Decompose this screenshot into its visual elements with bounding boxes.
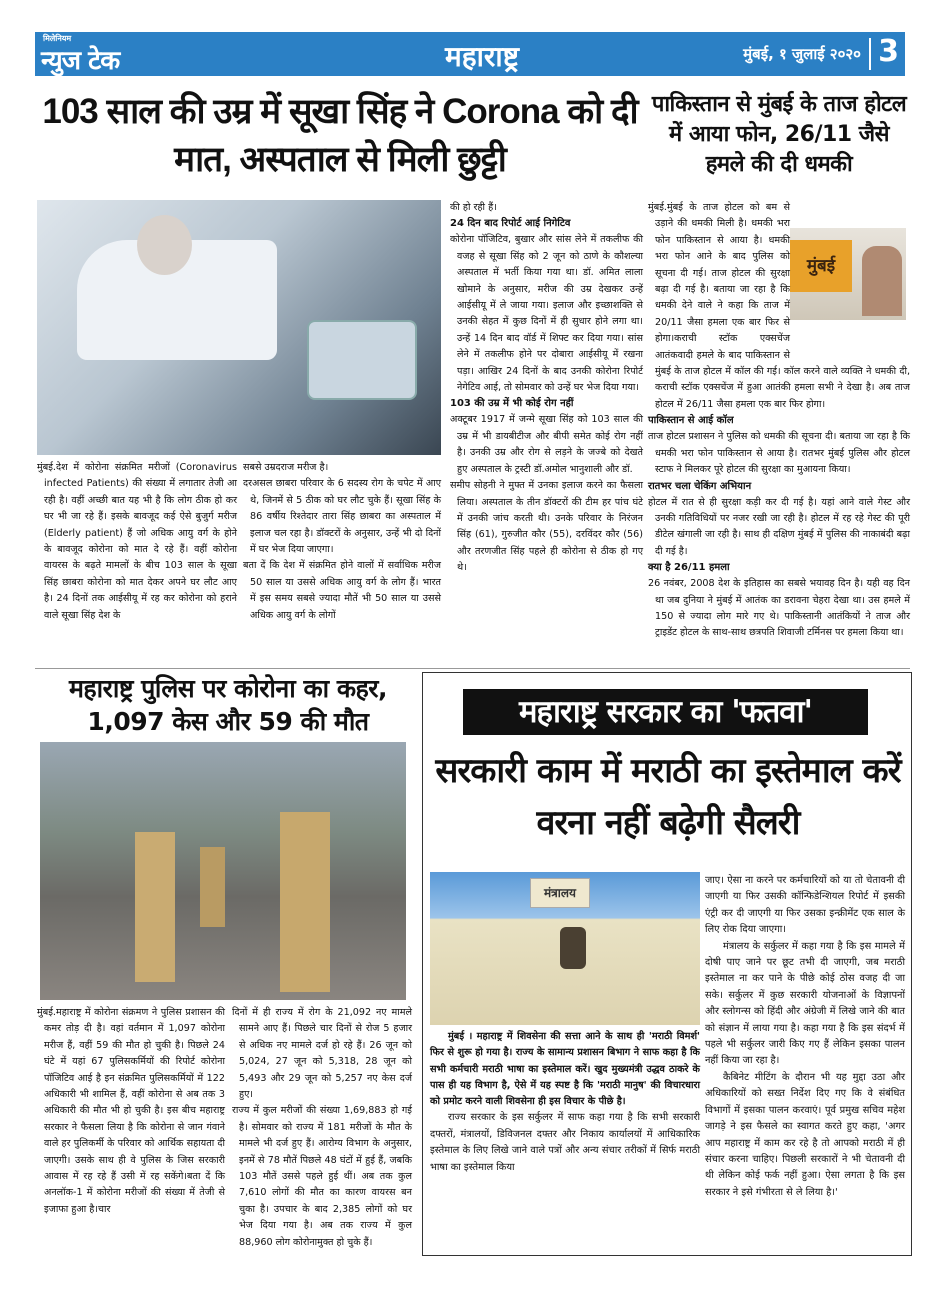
paragraph: अक्टूबर 1917 में जन्मे सूखा सिंह को 103 साल की उम्र में भी डायबीटीज और बीपी समेत कोई रोग नहीं है। उनकी उम्र और रोग से लड़ने के जज्बे को देखते हुए अस्पताल के ट्रस्टी डॉ.अमोल भानुशाली और डॉ.	[450, 414, 643, 475]
mumbai-sign: मुंबई	[790, 240, 852, 292]
story1-col2	[243, 460, 441, 624]
police-officer-shape	[280, 812, 330, 992]
subheading: 24 दिन बाद रिपोर्ट आई निगेटिव	[450, 218, 571, 230]
patient-head-shape	[137, 215, 192, 275]
police-patrol-photo	[40, 742, 406, 1000]
paragraph: दिनों में ही राज्य में रोग के 21,092 नए मामले सामने आए हैं। पिछले चार दिनों से रोज 5 हजार से अधिक नए मामले दर्ज हो रहे हैं। 26 जून को 5,024, 27 जून को 5,318, 28 जून को 5,493 और 29 जून को 5,257 नए केस दर्ज हुए।	[232, 1007, 412, 1101]
caption: मुंबई । महाराष्ट्र में शिवसेना की सत्ता आने के साथ ही 'मराठी विमर्श' फिर से शुरू हो गया है। राज्य के सामान्य प्रशासन बिभाग ने साफ कहा है कि सभी कर्मचारी मराठी भाषा का इस्तेमाल करें। खुद मुख्यमंत्री उद्धव ठाकरे के पास ही यह विभाग है, ऐसे में यह स्पष्ट है कि 'मराठी मानुष' की विचारधारा को प्रमोट करने वाली शिवसेना ही इस विचार के पीछे है।	[430, 1031, 700, 1108]
paragraph: जाए। ऐसा ना करने पर कर्मचारियों को या तो चेतावनी दी जाएगी या फिर उसकी कॉन्फिडेन्शियल रिपोर्ट में इसकी एंट्री कर दी जाएगी या फिर उसका इन्क्रीमेंट एक साल के लिए रोक दिया जाएगा।	[705, 875, 905, 936]
paragraph: मुंबई.देश में कोरोना संक्रमित मरीजों (Coronavirus infected Patients) की संख्या में लगातार तेजी आ रही है। वहीं अच्छी बात यह भी है कि लोग ठीक हो कर घर भी जा रहे हैं। इसके बावजूद कई ऐसे बुजुर्ग मरीज (Elderly patient) हैं जो अधिक आयु वर्ग के होने के बावजूद कोरोना को मात दे रहे हैं। वहीं कोरोना वायरस के बढ़ते मामलों के बीच 103 साल के सूखा सिंह छाबरा कोरोना को मात देकर अपने घर लौट आए है। 24 दिनों तक आईसीयू में रह कर कोरोना को हराने वाले सूखा सिंह देश के	[37, 462, 237, 621]
story4-headline: सरकारी काम में मराठी का इस्तेमाल करें वरना नहीं बढ़ेगी सैलरी	[435, 751, 901, 843]
paragraph: ताज होटल प्रशासन ने पुलिस को धमकी की सूचना दी। बताया जा रहा है कि धमकी भरा फोन पाकिस्तान से आया है। रातभर मुंबई पुलिस और होटल स्टाफ ने मिलकर पूरे होटल की सुरक्षा का मुआयना किया।	[648, 431, 910, 476]
page-separator	[869, 38, 871, 70]
paragraph	[648, 200, 910, 413]
newspaper-logo: न्युज टेक	[41, 46, 120, 76]
paragraph: मंत्रालय के सर्कुलर में कहा गया है कि इस मामले में दोषी पाए जाने पर छूट तभी दी जाएगी, जब मराठी इस्तेमाल ना कर पाने के पीछे कोई ठोस वजह दी जा सके। सर्कुलर में कुछ सरकारी योजनाओं के विज्ञापनों और स्लोगन्स को हिंदी और अंग्रेजी में लिखे जाने की बात को संज्ञान में लाया गया है। कहा गया है कि इस संदर्भ में पहले भी सर्कुलर जारी किए गए हैं लेकिन इसका पालन नहीं किया जा रहा है।	[705, 940, 905, 1067]
divider	[35, 668, 910, 669]
section-title: महाराष्ट्र	[445, 40, 519, 73]
story3-col1	[37, 1005, 225, 1218]
mantralaya-sign: मंत्रालय	[530, 878, 590, 908]
story3-col2	[232, 1005, 412, 1251]
story1-col1	[37, 460, 237, 624]
paragraph: 26 नवंबर, 2008 देश के इतिहास का सबसे भयावह दिन है। यही वह दिन था जब दुनिया ने मुंबई में आतंक का डरावना चेहरा देखा था। उस हमले में 150 से ज्यादा लोग मारे गए थे। पाकिस्तानी आतंकियों ने ताज और ट्राइडेंट होटल के साथ-साथ छत्रपति शिवाजी टर्मिनस पर हमला किया था।	[648, 578, 910, 639]
police-officer-shape	[135, 832, 175, 982]
story4-left-col	[430, 1029, 700, 1176]
mantralaya-photo	[430, 872, 700, 1025]
paragraph: दरअसल छाबरा परिवार के 6 सदस्य रोग के चपेट में आए थे, जिनमें से 5 ठीक को घर लौट चुके हैं। सूखा सिंह के 86 वर्षीय रिश्तेदार तारा सिंह छाबरा का अस्पताल में इलाज चल रहा है। डॉक्टरों के अनुसार, उन्हें भी दो दिनों में घर भेज दिया जाएगा।	[243, 478, 441, 556]
emblem-shape	[560, 927, 586, 969]
paragraph: समीप सोहनी ने मुफ्त में उनका इलाज करने का फैसला लिया। अस्पताल के तीन डॉक्टरों की टीम हर पांच घंटे में उनकी जांच करती थी। उनके परिवार के निरंजन सिंह (61), गुरुजीत कौर (55), दरविंदर कौर (56) और तरणजीत सिंह पहले ही कोरोना से ठीक हो गए थे।	[450, 480, 643, 574]
story1-headline: 103 साल की उम्र में सूखा सिंह ने Corona को दी मात, अस्पताल से मिली छुट्टी	[42, 92, 638, 179]
paragraph: राज्य में कुल मरीजों की संख्या 1,69,883 हो गई है। सोमवार को राज्य में 181 मरीजों के मौत के मामले भी दर्ज हुए हैं। आरोग्य विभाग के अनुसार, इनमें से 78 मौतें पिछले 48 घंटों में हुई हैं, जबकि 103 मौतें उससे पहले हुई थीं। अब तक कुल 7,610 लोगों की मौत का कारण वायरस बन चुका है। उपचार के बाद 2,385 लोगों को घर भेज दिया गया है। अब तक राज्य में कुल 88,960 लोग कोरोनामुक्त हो चुके हैं।	[232, 1105, 412, 1248]
story3-headline: महाराष्ट्र पुलिस पर कोरोना का कहर, 1,097 केस और 59 की मौत	[68, 674, 388, 736]
paragraph: कैबिनेट मीटिंग के दौरान भी यह मुद्दा उठा और अधिकारियों को सख्त निर्देश दिए गए कि वे संबंधित विभागों में इसका पालन करवाएं। पूर्व प्रमुख सचिव महेश जागड़े ने इस फैसले का स्वागत करते हुए कहा, 'अगर आप महाराष्ट्र में काम कर रहे है तो आपको मराठी में ही संचार करना चाहिए। पिछली सरकारों ने भी चेतावनी दी थी लेकिन कोई फर्क नहीं हुआ। ऐसा लगता है कि इस सरकार ने इसे गंभीरता से ले लिया है।'	[705, 1071, 905, 1198]
issue-date: मुंबई, १ जुलाई २०२०	[743, 45, 861, 63]
paragraph: राज्य सरकार के इस सर्कुलर में साफ कहा गया है कि सभी सरकारी दफ्तरों, मंत्रालयों, डिविजनल दफ्तर और निकाय कार्यालयों में आधिकारिक इस्तेमाल के लिए लिखे जाने वाले पत्रों और अन्य संचार तरीकों में सिर्फ मराठी भाषा का इस्तेमाल किया	[430, 1112, 700, 1173]
police-officer-shape	[200, 847, 225, 927]
subheading: रातभर चला चेकिंग अभियान	[648, 480, 752, 492]
subheading: क्या है 26/11 हमला	[648, 562, 730, 574]
story4-banner: महाराष्ट्र सरकार का 'फतवा'	[463, 689, 868, 735]
story1-col3	[450, 200, 643, 577]
paragraph: होटल में रात से ही सुरक्षा कड़ी कर दी गई है। यहां आने वाले गेस्ट और उनकी गतिविधियों पर नजर रखी जा रही है। होटल में रह रहे गेस्ट की पूरी डीटेल खंगाली जा रही है। साथ ही दक्षिण मुंबई में पुलिस की नाकाबंदी बढ़ा दी गई है।	[648, 496, 910, 557]
page-number: 3	[878, 34, 899, 69]
hospital-patient-photo	[37, 200, 441, 455]
story4-right-col	[705, 873, 905, 1201]
masthead-tagline: मिलेनियम	[43, 34, 72, 43]
story2-headline: पाकिस्तान से मुंबई के ताज होटल में आया फोन, 26/11 जैसे हमले की दी धमकी	[651, 92, 907, 177]
paragraph: मुंबई.महाराष्ट्र में कोरोना संक्रमण ने पुलिस प्रशासन की कमर तोड़ दी है। वहां वर्तमान में 1,097 कोरोना मरीज हैं, वहीं 59 की मौत हो चुकी है। पिछले 24 घंटे में यहां 67 पुलिसकर्मियों की रिपोर्ट कोरोना पॉजिटिव आई है इन संक्रमित पुलिसकर्मियों में 122 अधिकारी भी शामिल हैं, वहीं कोरोना से अब तक 3 अधिकारी की मौत भी हो चुकी है। इस बीच महाराष्ट्र सरकार ने फैसला लिया है कि कोरोना से जान गंवाने वाले हर पुलिकर्मी के परिवार को आर्थिक सहायता दी जाएगी। उसके साथ ही वे पुलिस के जिस सरकारी आवास में रह रहे हैं उसी में रह सकेंगे।बता दें कि अनलॉक-1 में कोरोना मरीजों की संख्या में तेजी से इजाफा हुआ है।चार	[37, 1007, 225, 1215]
paragraph: बता दें कि देश में संक्रमित होने वालों में सर्वाधिक मरीज 50 साल या उससे अधिक आयु वर्ग के लोग हैं। भारत में इस समय सबसे ज्यादा मौतें भी 50 साल या उससे अधिक आयु वर्ग के लोगों	[243, 560, 441, 621]
subheading: 103 की उम्र में भी कोई रोग नहीं	[450, 398, 574, 410]
paragraph: सबसे उम्रदराज मरीज है।	[243, 462, 329, 473]
intro-text: मुंबई.मुंबई के ताज होटल को बम से उड़ाने की धमकी मिली है। धमकी भरा फोन पाकिस्तान से आया है। धमकी भरा फोन आने के बाद पुलिस को सूचना दी गई। ताज होटल की सुरक्षा बढ़ा दी गई है। बताया जा रहा है कि धमकी देने वाले ने कहा कि ताज में 20/11 जैसा हमला एक बार फिर से होगा।कराची स्टॉक एक्सचेंज आतंकवादी हमले के बाद पाकिस्तान से मुंबई के ताज होटल में कॉल की गई। कॉल करने वाले व्यक्ति ने धमकी दी, कराची स्टॉक एक्सचेंज में हुआ आतंकी हमला सभी ने देखा है। अब ताज होटल में 26/11 जैसा हमला एक बार फिर होगा।	[648, 202, 910, 410]
image-float-space	[790, 228, 910, 350]
paragraph: कोरोना पॉजिटिव, बुखार और सांस लेने में तकलीफ की वजह से सूखा सिंह को 2 जून को ठाणे के कौशल्या अस्पताल में भर्ती किया गया था। डॉ. अमित लाला खोमाने के अनुसार, मरीज की उम्र देखकर उन्हें आईसीयू में ले जाया गया। इलाज और इच्छाशक्ति से उनकी सेहत में कुछ दिनों में ही सुधार होने लगा था। उन्हें 14 दिन बाद वॉर्ड में शिफ्ट कर दिया गया। सांस लेने में तकलीफ होने पर दोबारा आईसीयू में रखना पड़ा। आखिर 24 दिनों के बाद उनकी कोरोना रिपोर्ट नेगेटिव आई, तो सोमवार को उन्हें घर भेज दिया गया।	[450, 234, 643, 394]
story4-box	[422, 672, 912, 1256]
paragraph: की हो रही हैं।	[450, 202, 497, 213]
medical-device-shape	[307, 320, 417, 400]
masthead-bar	[35, 32, 905, 76]
story2-text	[648, 200, 910, 642]
subheading: पाकिस्तान से आई कॉल	[648, 415, 734, 427]
